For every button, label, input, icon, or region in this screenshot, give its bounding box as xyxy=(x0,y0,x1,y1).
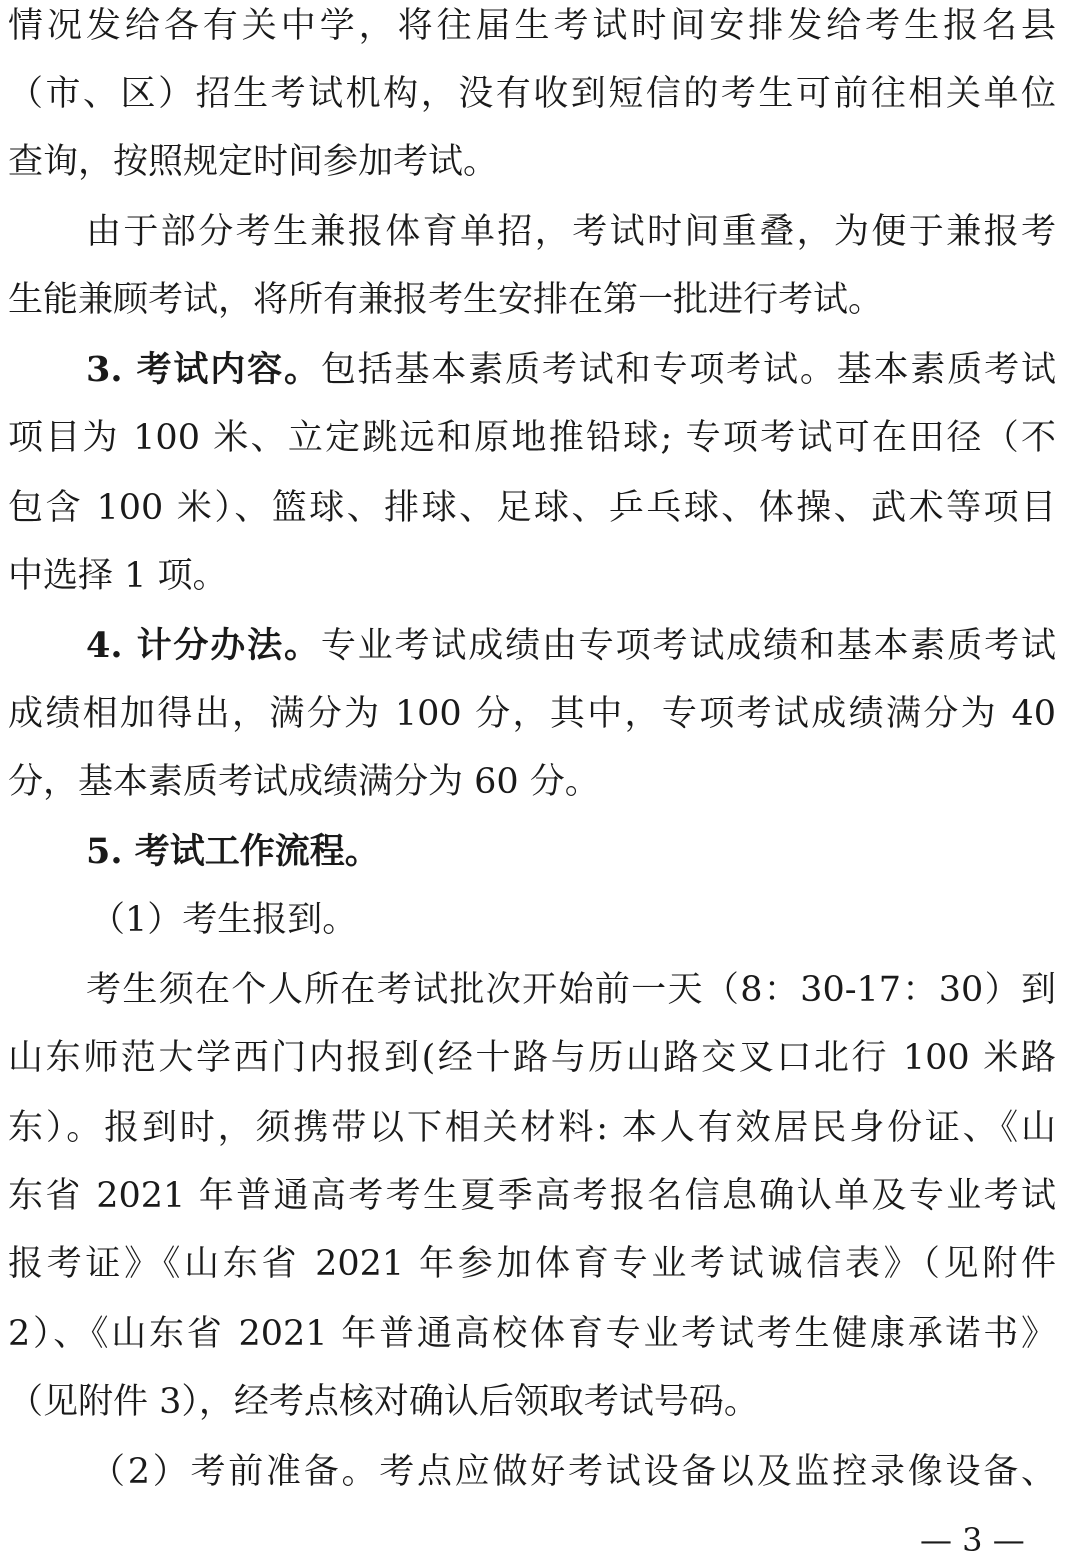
paragraph-line: 东）。报到时，须携带以下相关材料: 本人有效居民身份证、《山 xyxy=(8,1108,1056,1148)
paragraph-line: （市、区）招生考试机构，没有收到短信的考生可前往相关单位 xyxy=(8,74,1056,114)
paragraph-line: 生能兼顾考试，将所有兼报考生安排在第一批进行考试。 xyxy=(8,280,884,320)
section-5-heading: 5. 考试工作流程。 xyxy=(86,831,380,872)
paragraph-line: 包含 100 米）、篮球、排球、足球、乒乓球、体操、武术等项目 xyxy=(8,488,1056,528)
section-3-line: 3. 考试内容。包括基本素质考试和专项考试。基本素质考试 xyxy=(86,349,1056,390)
section-4-heading: 4. 计分办法。 xyxy=(86,625,321,666)
paragraph-line: 山东师范大学西门内报到(经十路与历山路交叉口北行 100 米路 xyxy=(8,1038,1056,1078)
paragraph-line: （见附件 3），经考点核对确认后领取考试号码。 xyxy=(8,1382,759,1422)
section-5-line xyxy=(8,828,1056,876)
section-4-line: 4. 计分办法。专业考试成绩由专项考试成绩和基本素质考试 xyxy=(86,625,1056,666)
subsection-heading: （1）考生报到。 xyxy=(90,900,358,940)
paragraph-line: 中选择 1 项。 xyxy=(8,556,228,596)
paragraph-line: 情况发给各有关中学，将往届生考试时间安排发给考生报名县 xyxy=(8,6,1056,46)
paragraph-line: 东省 2021 年普通高考考生夏季高考报名信息确认单及专业考试 xyxy=(8,1176,1056,1216)
paragraph-line: 由于部分考生兼报体育单招，考试时间重叠，为便于兼报考 xyxy=(86,212,1056,252)
paragraph-line: 成绩相加得出，满分为 100 分，其中，专项考试成绩满分为 40 xyxy=(8,694,1056,734)
paragraph-line: 报考证》《山东省 2021 年参加体育专业考试诚信表》（见附件 xyxy=(8,1244,1056,1284)
paragraph-line: 考生须在个人所在考试批次开始前一天（8：30-17：30）到 xyxy=(86,970,1056,1010)
paragraph-line: 查询，按照规定时间参加考试。 xyxy=(8,142,499,182)
subsection-line: （2）考前准备。考点应做好考试设备以及监控录像设备、 xyxy=(90,1452,1056,1492)
paragraph-line: 项目为 100 米、立定跳远和原地推铅球; 专项考试可在田径（不 xyxy=(8,418,1056,458)
page-number: — 3 — xyxy=(920,1521,1025,1559)
paragraph-line: 2）、《山东省 2021 年普通高校体育专业考试考生健康承诺书》 xyxy=(8,1314,1056,1354)
paragraph-line: 分，基本素质考试成绩满分为 60 分。 xyxy=(8,762,600,802)
section-3-heading: 3. 考试内容。 xyxy=(86,349,321,390)
